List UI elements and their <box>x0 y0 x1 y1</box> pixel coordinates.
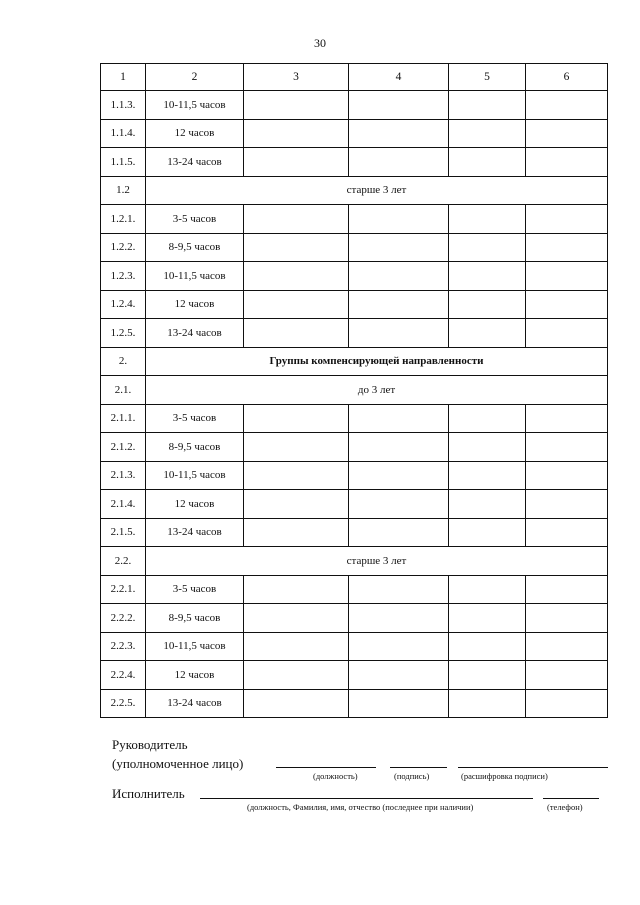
column-number-1: 1 <box>101 64 146 91</box>
executor-line <box>200 798 533 799</box>
executor-caption: (должность, Фамилия, имя, отчество (последнее при наличии) <box>247 802 474 812</box>
group-title: старше 3 лет <box>146 547 608 576</box>
row-number: 1.2 <box>101 176 146 205</box>
row-number: 1.1.3. <box>101 91 146 120</box>
column-number-5: 5 <box>449 64 526 91</box>
row-number: 1.2.5. <box>101 319 146 348</box>
duration-label: 12 часов <box>146 661 244 690</box>
duration-label: 8-9,5 часов <box>146 233 244 262</box>
row-number: 2.2.3. <box>101 632 146 661</box>
signature-decoding-line <box>458 767 608 768</box>
executor-label: Исполнитель <box>112 786 185 801</box>
signature-caption: (подпись) <box>394 771 430 781</box>
column-number-2: 2 <box>146 64 244 91</box>
duration-label: 13-24 часов <box>146 319 244 348</box>
duration-label: 12 часов <box>146 490 244 519</box>
signature-line <box>390 767 447 768</box>
duration-label: 3-5 часов <box>146 205 244 234</box>
duration-label: 10-11,5 часов <box>146 91 244 120</box>
group-title: Группы компенсирующей направленности <box>146 347 608 376</box>
column-number-3: 3 <box>244 64 349 91</box>
position-caption: (должность) <box>313 771 358 781</box>
duration-label: 10-11,5 часов <box>146 632 244 661</box>
row-number: 1.2.4. <box>101 290 146 319</box>
row-number: 1.2.3. <box>101 262 146 291</box>
row-number: 2.2.4. <box>101 661 146 690</box>
column-number-6: 6 <box>526 64 608 91</box>
duration-label: 12 часов <box>146 290 244 319</box>
decoding-caption: (расшифровка подписи) <box>461 771 548 781</box>
row-number: 1.2.2. <box>101 233 146 262</box>
group-title: до 3 лет <box>146 376 608 405</box>
row-number: 2.2.2. <box>101 604 146 633</box>
row-number: 2.2.1. <box>101 575 146 604</box>
row-number: 1.2.1. <box>101 205 146 234</box>
row-number: 2.2. <box>101 547 146 576</box>
duration-label: 10-11,5 часов <box>146 262 244 291</box>
page-number: 30 <box>314 36 326 50</box>
authorized-person-label: (уполномоченное лицо) <box>112 756 244 771</box>
duration-label: 10-11,5 часов <box>146 461 244 490</box>
duration-label: 13-24 часов <box>146 689 244 718</box>
duration-label: 8-9,5 часов <box>146 433 244 462</box>
row-number: 2.1.3. <box>101 461 146 490</box>
row-number: 2.1.2. <box>101 433 146 462</box>
phone-caption: (телефон) <box>547 802 583 812</box>
duration-label: 3-5 часов <box>146 404 244 433</box>
duration-label: 12 часов <box>146 119 244 148</box>
row-number: 2.1.5. <box>101 518 146 547</box>
column-number-4: 4 <box>349 64 449 91</box>
row-number: 2.1. <box>101 376 146 405</box>
duration-label: 13-24 часов <box>146 518 244 547</box>
duration-label: 8-9,5 часов <box>146 604 244 633</box>
duration-label: 13-24 часов <box>146 148 244 177</box>
row-number: 1.1.4. <box>101 119 146 148</box>
row-number: 2.1.1. <box>101 404 146 433</box>
position-signature-line <box>276 767 376 768</box>
phone-line <box>543 798 599 799</box>
row-number: 2. <box>101 347 146 376</box>
duration-label: 3-5 часов <box>146 575 244 604</box>
row-number: 2.1.4. <box>101 490 146 519</box>
row-number: 2.2.5. <box>101 689 146 718</box>
row-number: 1.1.5. <box>101 148 146 177</box>
group-title: старше 3 лет <box>146 176 608 205</box>
manager-label: Руководитель <box>112 737 188 752</box>
